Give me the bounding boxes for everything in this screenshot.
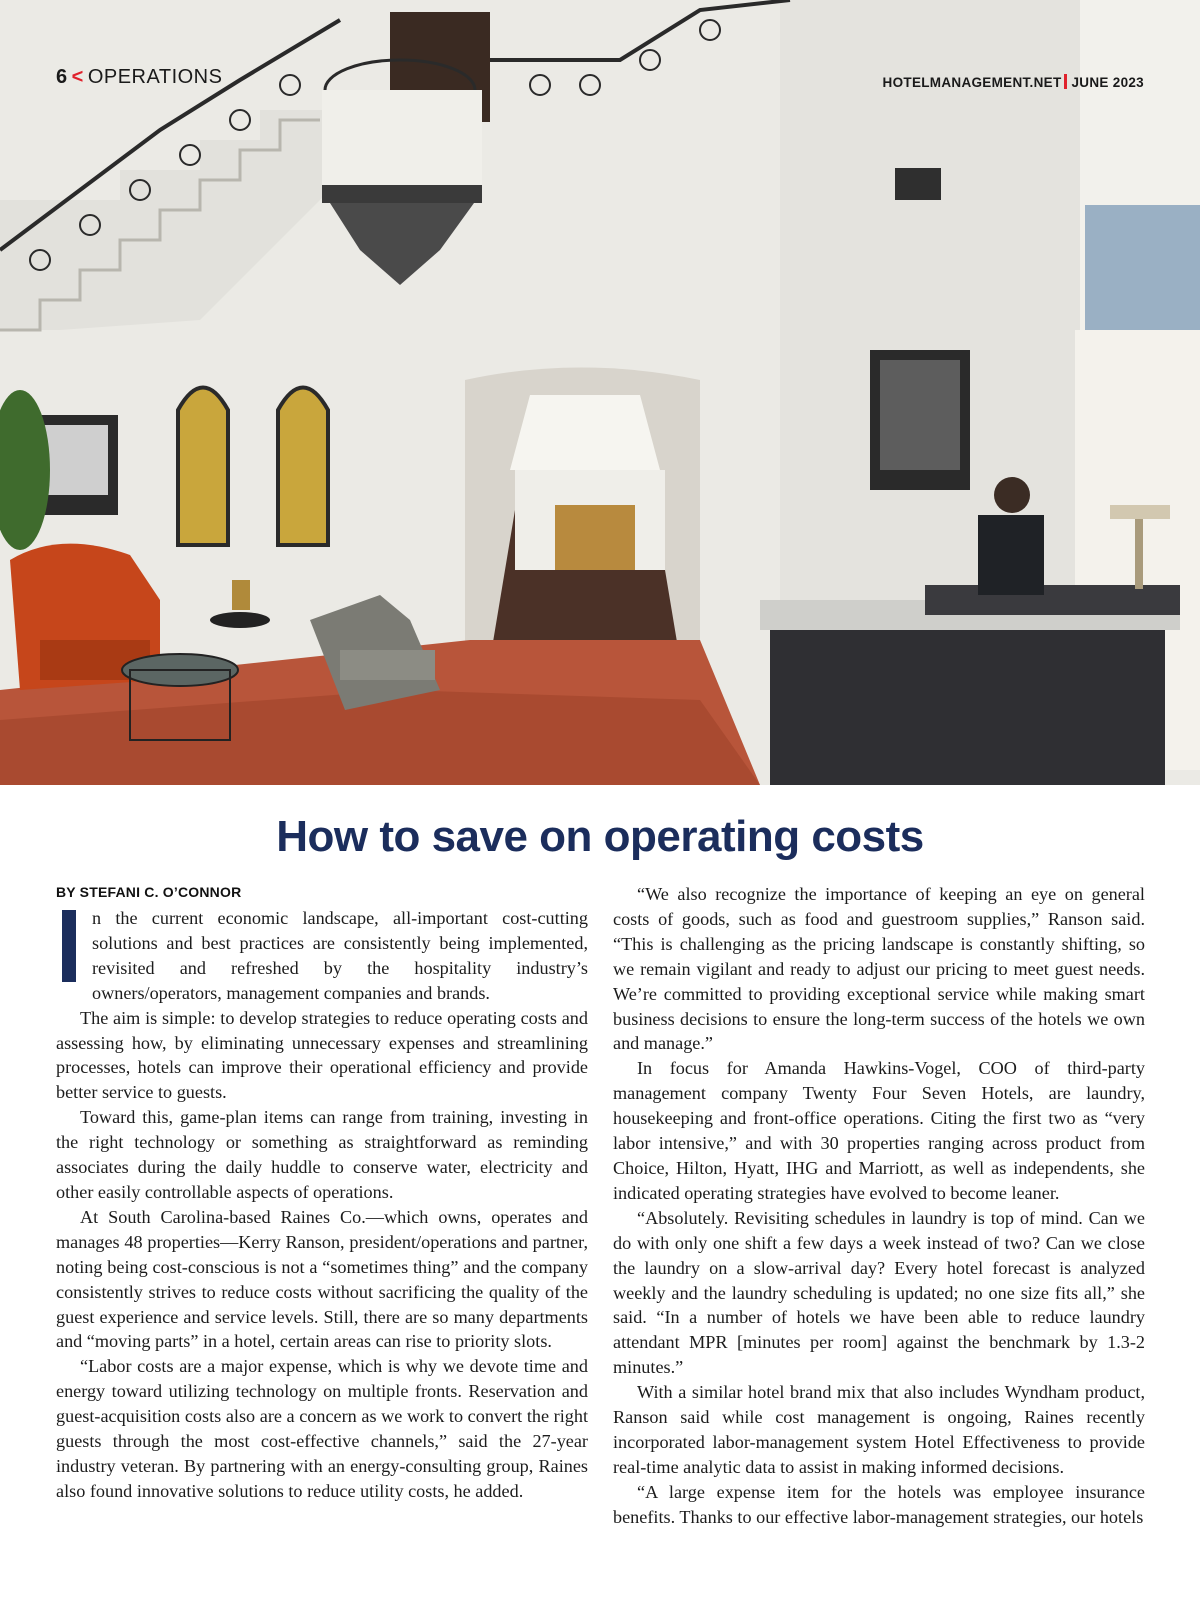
drop-cap (62, 910, 76, 982)
lobby-illustration (0, 0, 1200, 785)
site-name: HOTELMANAGEMENT.NET (882, 75, 1062, 90)
paragraph: “Absolutely. Revisiting schedules in laundry is top of mind. Can we do with only one shift a few days a week instead of two? Can we close the laundry on a slow-arrival day? Every hotel forecast is analyzed weekly and the laundry scheduling is updated; no one size fits all,” she said. “In a number of hotels we have been able to reduce laundry attendant MPR [minutes per room] against the benchmark by 1.3-2 minutes.” (613, 1207, 1145, 1378)
paragraph: n the current economic landscape, all-important cost-cutting solutions and best practices are consistently being implemented, revisited and refreshed by the hospitality industry’s owners/operators, management companies and brands. (56, 906, 588, 1006)
issue-date: JUNE 2023 (1071, 75, 1144, 90)
paragraph: With a similar hotel brand mix that also includes Wyndham product, Ranson said while cost management is ongoing, Raines recently incorporated labor-management system Hotel Effectiveness to provide real-time analytic data to assist in making informed decisions. (613, 1382, 1145, 1477)
byline: BY STEFANI C. O’CONNOR (56, 884, 242, 900)
article-column-left (56, 906, 588, 1504)
page-number: 6 (56, 66, 68, 88)
paragraph: In focus for Amanda Hawkins-Vogel, COO of third-party management company Twenty Four Seven Hotels, are laundry, housekeeping and front-office operations. Citing the first two as “very labor intensive,” and with 30 properties ranging across product from Choice, Hilton, Hyatt, IHG and Marriott, as well as independents, she indicated operating strategies have evolved to become leaner. (613, 1058, 1145, 1203)
article-column-right (613, 882, 1145, 1530)
article-headline: How to save on operating costs (276, 812, 924, 861)
paragraph: “We also recognize the importance of keeping an eye on general costs of goods, such as food and guestroom supplies,” Ranson said. “This is challenging as the pricing landscape is constantly shifting, so we remain vigilant and ready to adjust our pricing to meet guest needs. We’re committed to providing exceptional service while making smart business decisions to ensure the long-term success of the hotels we own and manage.” (613, 884, 1145, 1054)
page-folio (56, 66, 222, 89)
section-marker: < (71, 66, 84, 88)
paragraph: At South Carolina-based Raines Co.—which owns, operates and manages 48 properties—Kerry Ranson, president/operations and partner, noting being cost-conscious is not a “sometimes thing” and the company consistently strives to reduce costs without sacrificing the quality of the guest experience and service levels. Still, there are so many departments and “moving parts” in a hotel, certain areas can rise to priority slots. (56, 1206, 588, 1352)
section-label: OPERATIONS (87, 66, 223, 88)
paragraph: “A large expense item for the hotels was employee insurance benefits. Thanks to our effective labor-management strategies, our hotels (613, 1481, 1145, 1527)
paragraph: The aim is simple: to develop strategies to reduce operating costs and assessing how, by eliminating unnecessary expenses and streamlining processes, hotels can improve their operational efficiency and provide better service to guests. (56, 1007, 588, 1103)
paragraph: Toward this, game-plan items can range from training, investing in the right technology or something as straightforward as reminding associates during the daily huddle to conserve water, electricity and other easily controllable aspects of operations. (56, 1107, 588, 1202)
masthead (883, 74, 1144, 90)
hero-photo (0, 0, 1200, 785)
separator-bar (1064, 74, 1067, 89)
paragraph: “Labor costs are a major expense, which is why we devote time and energy toward utilizing technology on multiple fronts. Reservation and guest-acquisition costs also are a concern as we work to convert the right guests through the most cost-effective channels,” said the 27-year industry veteran. By partnering with an energy-consulting group, Raines also found innovative solutions to reduce utility costs, he added. (56, 1356, 588, 1501)
